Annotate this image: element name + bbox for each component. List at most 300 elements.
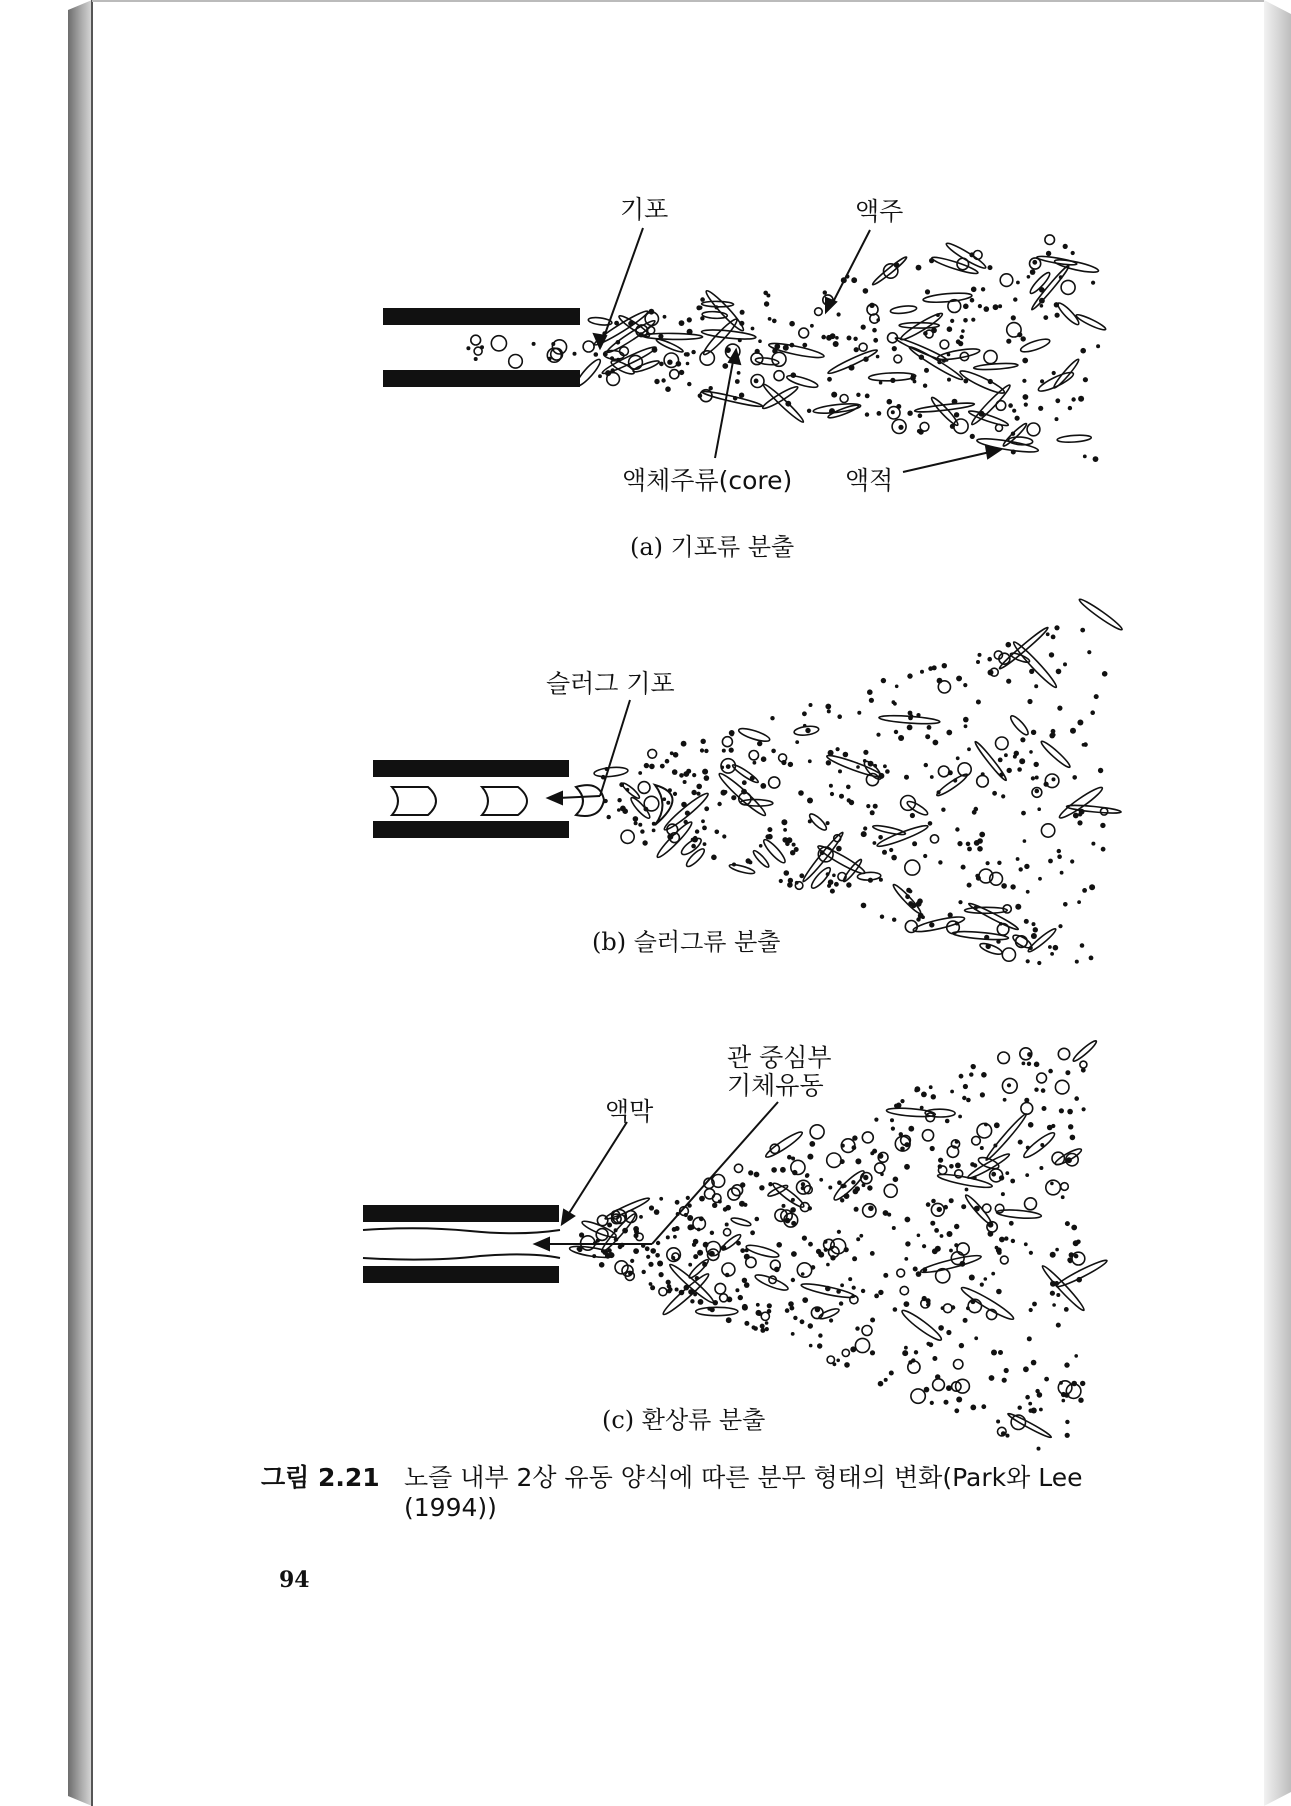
droplet-ring: [842, 1349, 849, 1356]
droplet-dot: [1006, 339, 1011, 344]
liquid-ligament: [730, 1217, 751, 1228]
droplet-dot: [914, 1088, 918, 1092]
droplet-dot: [1070, 1135, 1076, 1141]
droplet-ring: [722, 737, 732, 747]
droplet-dot: [757, 741, 762, 746]
droplet-ring: [749, 751, 758, 760]
droplet-dot: [1029, 1409, 1033, 1413]
droplet-ring: [957, 1243, 969, 1255]
droplet-dot: [1082, 743, 1086, 747]
droplet-dot: [846, 785, 851, 790]
droplet-dot: [660, 764, 665, 769]
droplet-dot: [1077, 820, 1082, 825]
droplet-dot: [1034, 762, 1039, 767]
droplet-dot: [900, 1099, 904, 1103]
droplet-dot: [851, 277, 857, 283]
droplet-ring: [1000, 1256, 1008, 1264]
droplet-dot: [1071, 1225, 1077, 1231]
droplet-dot: [877, 411, 882, 416]
droplet-dot: [830, 792, 834, 796]
liquid-ligament: [696, 1307, 738, 1315]
droplet-dot: [836, 1359, 840, 1363]
liquid-ligament: [973, 362, 1018, 370]
droplet-dot: [679, 320, 685, 326]
droplet-dot: [938, 1158, 943, 1163]
droplet-dot: [1055, 313, 1060, 318]
droplet-dot: [930, 1401, 934, 1405]
liquid-ligament: [1021, 1130, 1056, 1161]
droplet-dot: [984, 306, 990, 312]
droplet-ring: [1045, 235, 1055, 245]
droplet-dot: [1078, 812, 1082, 816]
droplet-ring: [940, 340, 949, 349]
droplet-dot: [1001, 883, 1007, 889]
droplet-dot: [825, 704, 831, 710]
droplet-dot: [654, 379, 659, 384]
droplet-dot: [791, 1332, 795, 1336]
droplet-dot: [755, 1217, 760, 1222]
droplet-dot: [696, 784, 702, 790]
droplet-dot: [1070, 728, 1076, 734]
droplet-dot: [833, 341, 839, 347]
droplet-dot: [926, 1202, 931, 1207]
droplet-dot: [1022, 379, 1026, 383]
droplet-dot: [867, 689, 873, 695]
droplet-dot: [1077, 720, 1083, 726]
liquid-ligament: [1055, 1258, 1109, 1290]
droplet-dot: [884, 1378, 888, 1382]
liquid-ligament: [968, 901, 1020, 931]
droplet-dot: [838, 769, 842, 773]
droplet-dot: [1007, 1083, 1011, 1087]
droplet-ring: [908, 1361, 920, 1373]
liquid-ligament: [761, 384, 799, 411]
droplet-dot: [759, 1185, 764, 1190]
droplet-dot: [789, 321, 795, 327]
droplet-dot: [1040, 304, 1044, 308]
droplet-dot: [617, 798, 621, 802]
droplet-dot: [950, 319, 954, 323]
figure-title-line2: (1994)): [404, 1493, 497, 1522]
droplet-dot: [1018, 1140, 1023, 1145]
droplet-dot: [1009, 1221, 1014, 1226]
droplet-dot: [923, 384, 927, 388]
droplet-dot: [474, 357, 478, 361]
droplet-dot: [851, 1180, 855, 1184]
droplet-dot: [1004, 1368, 1009, 1373]
droplet-dot: [963, 304, 969, 310]
droplet-dot: [846, 882, 851, 887]
droplet-dot: [873, 338, 878, 343]
droplet-dot: [696, 305, 701, 310]
liquid-ligament: [872, 824, 906, 836]
droplet-dot: [1100, 823, 1105, 828]
droplet-dot: [969, 1275, 975, 1281]
droplet-dot: [967, 847, 972, 852]
droplet-ring: [810, 1125, 824, 1139]
droplet-dot: [972, 810, 977, 815]
droplet-dot: [992, 791, 997, 796]
droplet-dot: [641, 1244, 645, 1248]
droplet-dot: [630, 1259, 634, 1263]
droplet-dot: [809, 1141, 815, 1147]
droplet-dot: [874, 1294, 879, 1299]
droplet-dot: [868, 1206, 874, 1212]
droplet-dot: [691, 844, 696, 849]
droplet-dot: [1037, 1447, 1041, 1451]
droplet-dot: [1019, 867, 1023, 871]
droplet-dot: [874, 1118, 878, 1122]
droplet-dot: [787, 1155, 792, 1160]
droplet-dot: [970, 434, 975, 439]
droplet-dot: [1006, 679, 1011, 684]
droplet-ring: [875, 1163, 885, 1173]
droplet-dot: [687, 1203, 691, 1207]
droplet-dot: [883, 764, 887, 768]
droplet-dot: [1005, 1171, 1009, 1175]
droplet-dot: [895, 685, 899, 689]
droplet-dot: [1082, 1107, 1086, 1111]
droplet-dot: [1034, 1062, 1040, 1068]
droplet-dot: [1027, 1062, 1031, 1066]
droplet-dot: [839, 794, 844, 799]
droplet-dot: [1034, 684, 1038, 688]
droplet-ring: [712, 1194, 721, 1203]
droplet-ring: [734, 1164, 742, 1172]
droplet-dot: [963, 717, 969, 723]
droplet-dot: [1027, 699, 1032, 704]
liquid-ligament: [643, 333, 703, 340]
label-bubble: 기포: [620, 195, 669, 224]
droplet-dot: [808, 1242, 813, 1247]
droplet-ring: [956, 1379, 970, 1393]
droplet-dot: [634, 821, 638, 825]
droplet-dot: [836, 747, 840, 751]
droplet-dot: [971, 318, 975, 322]
droplet-dot: [686, 1196, 690, 1200]
droplet-dot: [704, 775, 710, 781]
liquid-ligament: [752, 849, 771, 869]
droplet-dot: [873, 804, 878, 809]
droplet-dot: [869, 698, 874, 703]
droplet-dot: [1010, 884, 1015, 889]
droplet-dot: [854, 347, 859, 352]
droplet-dot: [1029, 1251, 1033, 1255]
droplet-dot: [737, 371, 741, 375]
droplet-dot: [981, 1404, 986, 1409]
droplet-dot: [917, 1234, 921, 1238]
droplet-dot: [1006, 642, 1012, 648]
droplet-dot: [973, 1163, 977, 1167]
droplet-dot: [841, 277, 847, 283]
droplet-dot: [997, 861, 1001, 865]
droplet-dot: [925, 734, 930, 739]
droplet-dot: [1067, 1109, 1073, 1115]
droplet-dot: [955, 827, 959, 831]
droplet-dot: [801, 1182, 805, 1186]
droplet-dot: [759, 844, 763, 848]
droplet-dot: [752, 1325, 756, 1329]
droplet-dot: [742, 1278, 747, 1283]
droplet-dot: [738, 1295, 743, 1300]
droplet-dot: [667, 1284, 672, 1289]
droplet-dot: [679, 370, 684, 375]
droplet-dot: [740, 1248, 745, 1253]
droplet-dot: [744, 1282, 750, 1288]
droplet-dot: [701, 739, 706, 744]
droplet-ring: [1058, 1048, 1069, 1059]
droplet-dot: [866, 804, 870, 808]
droplet-dot: [1052, 1303, 1056, 1307]
droplet-ring: [1000, 274, 1013, 287]
droplet-dot: [1055, 398, 1060, 403]
droplet-dot: [604, 799, 608, 803]
droplet-dot: [907, 725, 913, 731]
liquid-ligament: [1007, 1412, 1053, 1440]
droplet-dot: [599, 1262, 605, 1268]
droplet-dot: [1007, 768, 1012, 773]
droplet-dot: [861, 1289, 865, 1293]
droplet-dot: [881, 678, 886, 683]
droplet-dot: [1049, 652, 1054, 657]
droplet-dot: [905, 1217, 911, 1223]
label-liquid-core: 액체주류(core): [622, 466, 793, 495]
droplet-dot: [918, 413, 923, 418]
droplet-dot: [809, 703, 813, 707]
droplet-dot: [844, 1362, 850, 1368]
droplet-dot: [1028, 1402, 1032, 1406]
droplet-dot: [1070, 859, 1074, 863]
droplet-dot: [679, 773, 684, 778]
droplet-ring: [954, 1360, 963, 1369]
droplet-dot: [1101, 847, 1106, 852]
droplet-dot: [1023, 394, 1029, 400]
droplet-dot: [861, 903, 867, 909]
droplet-dot: [921, 915, 925, 919]
droplet-dot: [861, 831, 867, 837]
droplet-dot: [847, 798, 851, 802]
droplet-ring: [607, 373, 620, 386]
droplet-dot: [863, 750, 868, 755]
droplet-dot: [790, 1306, 795, 1311]
droplet-dot: [830, 889, 835, 894]
droplet-dot: [971, 1064, 975, 1068]
droplet-dot: [963, 318, 968, 323]
liquid-ligament: [1030, 264, 1071, 311]
label-liquid-film: 액막: [605, 1097, 654, 1126]
droplet-dot: [929, 922, 934, 927]
droplet-dot: [1010, 1179, 1015, 1184]
droplet-dot: [667, 360, 672, 365]
liquid-ligament: [952, 930, 1009, 941]
droplet-dot: [855, 1326, 859, 1330]
droplet-dot: [715, 830, 720, 835]
droplet-dot: [1073, 813, 1079, 819]
droplet-dot: [1072, 775, 1077, 780]
droplet-dot: [1024, 864, 1029, 869]
droplet-dot: [979, 832, 985, 838]
droplet-dot: [666, 801, 670, 805]
droplet-dot: [856, 393, 860, 397]
droplet-dot: [754, 1172, 760, 1178]
droplet-dot: [818, 1252, 824, 1258]
droplet-dot: [750, 1230, 755, 1235]
droplet-dot: [907, 411, 912, 416]
droplet-dot: [649, 1205, 654, 1210]
droplet-dot: [638, 771, 642, 775]
droplet-ring: [705, 1189, 715, 1199]
droplet-dot: [843, 752, 849, 758]
droplet-ring: [1025, 1198, 1037, 1210]
droplet-dot: [721, 790, 727, 796]
droplet-dot: [1098, 768, 1103, 773]
droplet-dot: [1031, 933, 1037, 939]
droplet-dot: [1033, 927, 1038, 932]
droplet-dot: [930, 775, 934, 779]
droplet-dot: [908, 711, 913, 716]
droplet-dot: [1035, 776, 1039, 780]
droplet-dot: [802, 711, 807, 716]
droplet-dot: [870, 1350, 875, 1355]
droplet-dot: [685, 352, 690, 357]
droplet-dot: [735, 1288, 739, 1292]
droplet-dot: [1048, 859, 1053, 864]
droplet-dot: [932, 1356, 937, 1361]
droplet-dot: [840, 1283, 844, 1287]
droplet-dot: [987, 657, 992, 662]
droplet-dot: [807, 1154, 813, 1160]
droplet-dot: [931, 1094, 936, 1099]
droplet-dot: [1019, 758, 1025, 764]
droplet-dot: [913, 380, 917, 384]
droplet-ring: [933, 1379, 945, 1391]
droplet-dot: [573, 352, 577, 356]
droplet-dot: [532, 342, 536, 346]
droplet-ring: [1058, 1381, 1072, 1395]
droplet-ring: [972, 1136, 981, 1145]
droplet-ring: [1002, 948, 1015, 961]
droplet-ring: [720, 1294, 728, 1302]
droplet-dot: [726, 1317, 732, 1323]
droplet-ring: [996, 737, 1009, 750]
droplet-dot: [1001, 1192, 1005, 1196]
droplet-dot: [675, 1288, 679, 1292]
droplet-dot: [995, 1246, 999, 1250]
droplet-dot: [802, 1236, 807, 1241]
droplet-dot: [783, 828, 787, 832]
droplet-ring: [621, 830, 634, 843]
droplet-dot: [740, 310, 745, 315]
droplet-dot: [977, 846, 983, 852]
droplet-ring: [638, 782, 650, 794]
droplet-dot: [826, 760, 831, 765]
droplet-dot: [902, 1350, 908, 1356]
droplet-dot: [1038, 877, 1042, 881]
droplet-dot: [946, 730, 952, 736]
droplet-dot: [961, 1204, 966, 1209]
droplet-dot: [798, 790, 804, 796]
droplet-dot: [981, 1072, 987, 1078]
droplet-dot: [908, 1126, 914, 1132]
droplet-dot: [1042, 1106, 1047, 1111]
droplet-dot: [607, 815, 611, 819]
liquid-ligament: [1008, 714, 1030, 737]
droplet-dot: [675, 1200, 680, 1205]
liquid-ligament: [702, 301, 734, 307]
droplet-dot: [1012, 409, 1016, 413]
droplet-ring: [984, 350, 997, 363]
liquid-ligament: [786, 373, 819, 389]
droplet-dot: [892, 1226, 896, 1230]
droplet-dot: [765, 1321, 769, 1325]
droplet-dot: [947, 378, 951, 382]
droplet-dot: [1064, 1307, 1069, 1312]
droplet-dot: [993, 304, 999, 310]
droplet-dot: [949, 1249, 953, 1253]
spray-particles: [466, 235, 1123, 1451]
droplet-dot: [1046, 251, 1051, 256]
droplet-dot: [1065, 1433, 1070, 1438]
figure-number: 그림 2.21: [261, 1463, 380, 1492]
droplet-dot: [1038, 406, 1043, 411]
droplet-dot: [870, 1251, 875, 1256]
droplet-dot: [956, 756, 960, 760]
droplet-ring: [791, 1160, 805, 1174]
gas-bubble: [552, 340, 566, 354]
droplet-ring: [1061, 280, 1075, 294]
droplet-dot: [712, 1203, 717, 1208]
liquid-ligament: [979, 941, 1003, 956]
droplet-dot: [904, 1346, 908, 1350]
droplet-ring: [922, 1130, 933, 1141]
droplet-dot: [691, 790, 696, 795]
droplet-dot: [1057, 849, 1061, 853]
droplet-dot: [1020, 737, 1025, 742]
droplet-dot: [984, 1277, 988, 1281]
droplet-dot: [654, 1209, 660, 1215]
droplet-dot: [1029, 1308, 1033, 1312]
droplet-dot: [931, 1199, 936, 1204]
droplet-dot: [904, 1257, 908, 1261]
droplet-dot: [695, 829, 699, 833]
droplet-dot: [996, 1289, 1002, 1295]
droplet-dot: [480, 345, 484, 349]
droplet-dot: [932, 665, 937, 670]
droplet-dot: [865, 412, 869, 416]
droplet-dot: [945, 1119, 950, 1124]
droplet-dot: [1021, 336, 1026, 341]
droplet-dot: [966, 1098, 971, 1103]
droplet-dot: [642, 1270, 646, 1274]
droplet-dot: [819, 1178, 823, 1182]
droplet-dot: [640, 829, 644, 833]
droplet-dot: [1055, 417, 1059, 421]
droplet-dot: [837, 312, 841, 316]
liquid-ligament: [831, 1168, 866, 1203]
droplet-dot: [904, 775, 909, 780]
droplet-dot: [1031, 776, 1035, 780]
droplet-dot: [1025, 1395, 1030, 1400]
liquid-ligament: [813, 402, 861, 415]
droplet-dot: [950, 1090, 954, 1094]
droplet-dot: [1075, 960, 1079, 964]
droplet-dot: [920, 670, 924, 674]
droplet-dot: [675, 1226, 680, 1231]
droplet-dot: [633, 816, 639, 822]
droplet-dot: [891, 1127, 895, 1131]
droplet-ring: [1037, 1073, 1047, 1083]
droplet-dot: [980, 1146, 984, 1150]
